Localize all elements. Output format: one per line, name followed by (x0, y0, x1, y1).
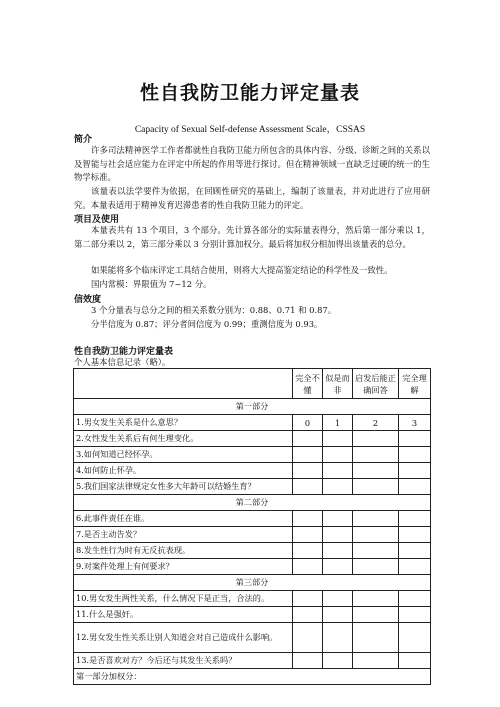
header-with-prompt: 启发后能正确回答 (353, 369, 399, 399)
part-3-label: 第三部分 (74, 575, 431, 591)
item-8: 8.发生性行为时有无反抗表现。 (74, 543, 293, 559)
item-2: 2.女性发生关系后有何生理变化。 (74, 431, 293, 447)
score-0: 0 (293, 415, 323, 431)
table-row (74, 479, 431, 495)
table-row (74, 653, 431, 669)
table-row (74, 669, 431, 685)
intro-paragraph-2: 该量表以法学要件为依据，在回顾性研究的基础上，编制了该量表，并对此进行了应用研究。本量表适用于精神发育迟滞患者的性自我防卫能力的评定。 (74, 186, 430, 210)
part-1-label: 第一部分 (74, 399, 431, 415)
item-9: 9.对案件处理上有何要求？ (74, 559, 293, 575)
document-subtitle: Capacity of Sexual Self-defense Assessment Scale，CSSAS (134, 125, 366, 135)
table-row (74, 543, 431, 559)
table-row (74, 511, 431, 527)
header-fully-understand: 完全理解 (399, 369, 431, 399)
reliability-heading: 信效度 (74, 295, 102, 305)
table-row (74, 415, 431, 431)
usage-norm-line: 国内常模：界限值为 7~12 分。 (91, 279, 212, 289)
intro-paragraph-1: 许多司法精神医学工作者都就性自我防卫能力所包含的具体内容、分级、诊断之间的关系以及智能与社会适应能力在评定中所起的作用等进行探讨。但在精神领域一直缺乏过硬的统一的生物学标准。 (74, 145, 430, 183)
table-row (74, 623, 431, 653)
table-subtitle: 个人基本信息记录（略）。 (74, 357, 171, 367)
item-7: 7.是否主动告发？ (74, 527, 293, 543)
table-row (74, 431, 431, 447)
part-row (74, 575, 431, 591)
item-1: 1.男女发生关系是什么意思？ (74, 415, 293, 431)
part-row (74, 399, 431, 415)
item-10: 10.男女发生两性关系，什么情况下是正当，合法的。 (74, 591, 293, 607)
usage-paragraph-2: 如果能将多个临床评定工具结合使用，则将大大提高鉴定结论的科学性及一致性。 (91, 265, 393, 275)
part-2-label: 第二部分 (74, 495, 431, 511)
part-row (74, 495, 431, 511)
score-1: 1 (323, 415, 353, 431)
weighted-score-footer: 第一部分加权分： (74, 669, 431, 685)
assessment-table (73, 368, 431, 685)
item-4: 4.如何防止怀孕。 (74, 463, 293, 479)
intro-heading: 简介 (74, 135, 93, 145)
item-11: 11.什么是强奸。 (74, 607, 293, 623)
table-title: 性自我防卫能力评定量表 (74, 347, 174, 357)
reliability-line-1: 3 个分量表与总分之间的相关系数分别为：0.88、0.71 和 0.87。 (91, 305, 337, 315)
table-row (74, 527, 431, 543)
table-row (74, 559, 431, 575)
item-6: 6.此事件责任在谁。 (74, 511, 293, 527)
table-row (74, 463, 431, 479)
header-partially: 似是而非 (323, 369, 353, 399)
table-row (74, 607, 431, 623)
table-header-row (74, 369, 431, 399)
item-3: 3.如何知道已经怀孕。 (74, 447, 293, 463)
table-row (74, 591, 431, 607)
item-13: 13.是否喜欢对方？今后还与其发生关系吗？ (74, 653, 293, 669)
item-12: 12.男女发生性关系让别人知道会对自己造成什么影响。 (74, 623, 293, 653)
item-5: 5.我们国家法律规定女性多大年龄可以结婚生育？ (74, 479, 293, 495)
header-not-understand: 完全不懂 (293, 369, 323, 399)
usage-paragraph-1: 本量表共有 13 个项目，3 个部分。先计算各部分的实际量表得分，然后第一部分乘以 1，第二部分乘以 2，第三部分乘以 3 分别计算加权分。最后将加权分相加得出该量表的总分。 (74, 225, 430, 249)
table-row (74, 447, 431, 463)
table-header-blank (74, 369, 293, 399)
reliability-line-2: 分半信度为 0.87；评分者间信度为 0.99；重测信度为 0.93。 (91, 319, 323, 329)
usage-heading: 项目及使用 (74, 215, 120, 225)
document-title: 性自我防卫能力评定量表 (139, 82, 360, 104)
score-3: 3 (399, 415, 431, 431)
score-2: 2 (353, 415, 399, 431)
